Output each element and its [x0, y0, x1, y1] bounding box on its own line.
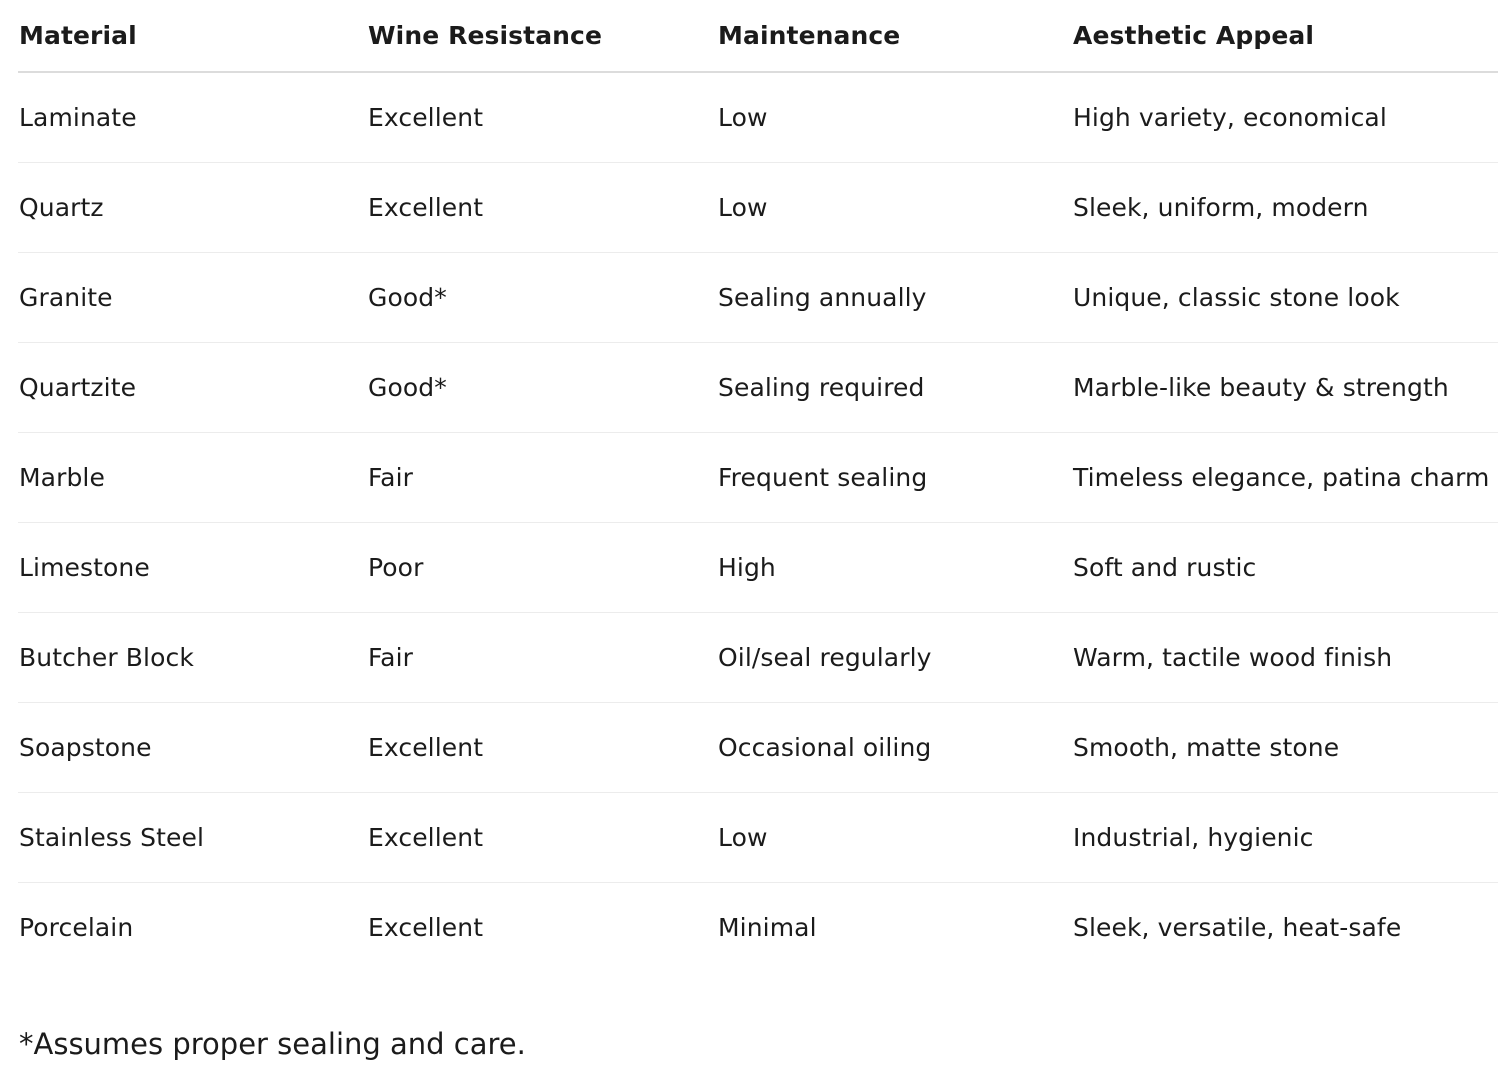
- table-row: [18, 252, 1498, 342]
- cell-maintenance: Frequent sealing: [717, 432, 1072, 522]
- table-row: [18, 522, 1498, 612]
- cell-material: Stainless Steel: [18, 792, 367, 882]
- cell-aesthetic-appeal: Sleek, versatile, heat-safe: [1073, 912, 1402, 942]
- cell-maintenance: High: [717, 522, 1072, 612]
- cell-material: Quartzite: [18, 342, 367, 432]
- cell-wine-resistance: Good*: [367, 342, 717, 432]
- cell-material: Butcher Block: [18, 612, 367, 702]
- table-row: [18, 72, 1498, 162]
- cell-aesthetic-appeal: Warm, tactile wood finish: [1072, 612, 1498, 702]
- cell-wine-resistance: Excellent: [367, 792, 717, 882]
- cell-aesthetic-appeal: Timeless elegance, patina charm: [1072, 432, 1498, 522]
- countertop-comparison-table: [18, 0, 1498, 972]
- cell-maintenance: Minimal: [718, 912, 817, 942]
- cell-maintenance: Low: [717, 162, 1072, 252]
- cell-wine-resistance: Excellent: [367, 72, 717, 162]
- cell-aesthetic-appeal: Smooth, matte stone: [1072, 702, 1498, 792]
- header-wine-resistance: Wine Resistance: [367, 0, 717, 72]
- header-aesthetic-appeal: Aesthetic Appeal: [1072, 0, 1498, 72]
- cell-wine-resistance: Fair: [367, 612, 717, 702]
- table-row: [18, 882, 1498, 972]
- cell-aesthetic-appeal: Marble-like beauty & strength: [1072, 342, 1498, 432]
- cell-maintenance: Low: [717, 72, 1072, 162]
- cell-aesthetic-appeal: Industrial, hygienic: [1072, 792, 1498, 882]
- cell-aesthetic-appeal: Soft and rustic: [1072, 522, 1498, 612]
- cell-material: Limestone: [18, 522, 367, 612]
- footnote: *Assumes proper sealing and care.: [19, 1027, 526, 1061]
- cell-wine-resistance: Fair: [367, 432, 717, 522]
- cell-aesthetic-appeal: Unique, classic stone look: [1072, 252, 1498, 342]
- table-row: [18, 612, 1498, 702]
- cell-wine-resistance: Excellent: [367, 162, 717, 252]
- cell-wine-resistance: Poor: [367, 522, 717, 612]
- table-row: [18, 432, 1498, 522]
- cell-material: Granite: [18, 252, 367, 342]
- table-row: [18, 342, 1498, 432]
- cell-maintenance: Sealing required: [717, 342, 1072, 432]
- header-material: Material: [18, 0, 367, 72]
- cell-material: Quartz: [18, 162, 367, 252]
- cell-material: Laminate: [18, 72, 367, 162]
- cell-wine-resistance: Good*: [367, 252, 717, 342]
- cell-maintenance: Low: [717, 792, 1072, 882]
- cell-maintenance: Oil/seal regularly: [717, 612, 1072, 702]
- table-header-row: [18, 0, 1498, 72]
- cell-maintenance: Occasional oiling: [717, 702, 1072, 792]
- table-row: [18, 792, 1498, 882]
- cell-wine-resistance: Excellent: [368, 912, 484, 942]
- cell-aesthetic-appeal: High variety, economical: [1072, 72, 1498, 162]
- cell-material: Soapstone: [18, 702, 367, 792]
- header-maintenance: Maintenance: [717, 0, 1072, 72]
- comparison-table-container: [18, 0, 1498, 972]
- table-row: [18, 702, 1498, 792]
- table-row: [18, 162, 1498, 252]
- cell-aesthetic-appeal: Sleek, uniform, modern: [1072, 162, 1498, 252]
- cell-material: Porcelain: [19, 912, 134, 942]
- cell-material: Marble: [18, 432, 367, 522]
- cell-maintenance: Sealing annually: [717, 252, 1072, 342]
- cell-wine-resistance: Excellent: [367, 702, 717, 792]
